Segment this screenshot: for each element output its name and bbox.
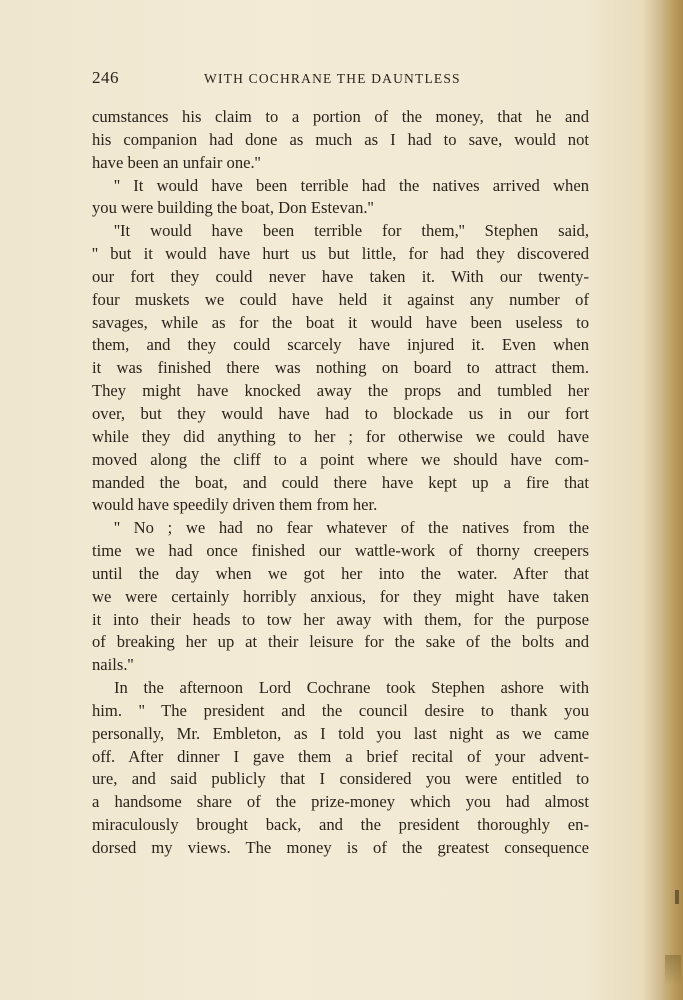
page-edge-stain <box>665 955 681 985</box>
text-line: '' It would have been terrible had the natives arrived when <box>114 175 589 195</box>
text-line: while they did anything to her ; for otherwise we could have <box>92 426 589 446</box>
text-line: '' but it would have hurt us but little, for had they discovered <box>92 244 589 264</box>
text-line: his companion had done as much as I had to save, would not <box>92 129 589 149</box>
text-line: our fort they could never have taken it. With our twenty- <box>92 266 589 286</box>
text-line: have been an unfair one.'' <box>92 152 261 172</box>
text-line: him. '' The president and the council desire to thank you <box>92 700 589 720</box>
text-line: them, and they could scarcely have injured it. Even when <box>92 335 589 355</box>
text-line: cumstances his claim to a portion of the money, that he and <box>92 107 589 126</box>
text-line: you were building the boat, Don Estevan.'' <box>92 198 374 218</box>
text-line: ure, and said publicly that I considered you were entitled to <box>92 769 589 789</box>
page-edge-shadow <box>661 0 683 1000</box>
text-line: would have speedily driven them from her. <box>92 495 378 515</box>
page-header <box>92 68 592 90</box>
text-line: ''It would have been terrible for them,'' Stephen said, <box>114 221 589 241</box>
text-line: moved along the cliff to a point where we should have com- <box>92 449 589 469</box>
text-line: In the afternoon Lord Cochrane took Stephen ashore with <box>114 678 589 698</box>
text-line: personally, Mr. Embleton, as I told you last night as we came <box>92 723 589 743</box>
text-line: it was finished there was nothing on board to attract them. <box>92 358 589 378</box>
text-line: miraculously brought back, and the president thoroughly en- <box>92 815 589 835</box>
text-line: savages, while as for the boat it would have been useless to <box>92 312 589 332</box>
text-line: time we had once finished our wattle-work of thorny creepers <box>92 541 589 561</box>
body-text <box>92 106 589 860</box>
page-number: 246 <box>92 68 119 87</box>
text-line: off. After dinner I gave them a brief recital of your advent- <box>92 746 589 766</box>
text-line: it into their heads to tow her away with them, for the purpose <box>92 609 589 629</box>
text-line: dorsed my views. The money is of the greatest consequence <box>92 838 589 857</box>
running-title: WITH COCHRANE THE DAUNTLESS <box>204 71 461 86</box>
page-edge-mark <box>675 890 679 904</box>
text-line: until the day when we got her into the water. After that <box>92 563 589 583</box>
text-line: manded the boat, and could there have kept up a fire that <box>92 472 589 492</box>
text-line: four muskets we could have held it against any number of <box>92 289 589 309</box>
text-line: of breaking her up at their leisure for the sake of the bolts and <box>92 632 589 652</box>
text-line: nails.'' <box>92 655 134 675</box>
text-line: '' No ; we had no fear whatever of the natives from the <box>114 518 589 538</box>
text-line: we were certainly horribly anxious, for they might have taken <box>92 586 589 606</box>
text-line: a handsome share of the prize-money which you had almost <box>92 792 589 812</box>
text-line: over, but they would have had to blockade us in our fort <box>92 403 589 423</box>
text-line: They might have knocked away the props and tumbled her <box>92 381 589 401</box>
